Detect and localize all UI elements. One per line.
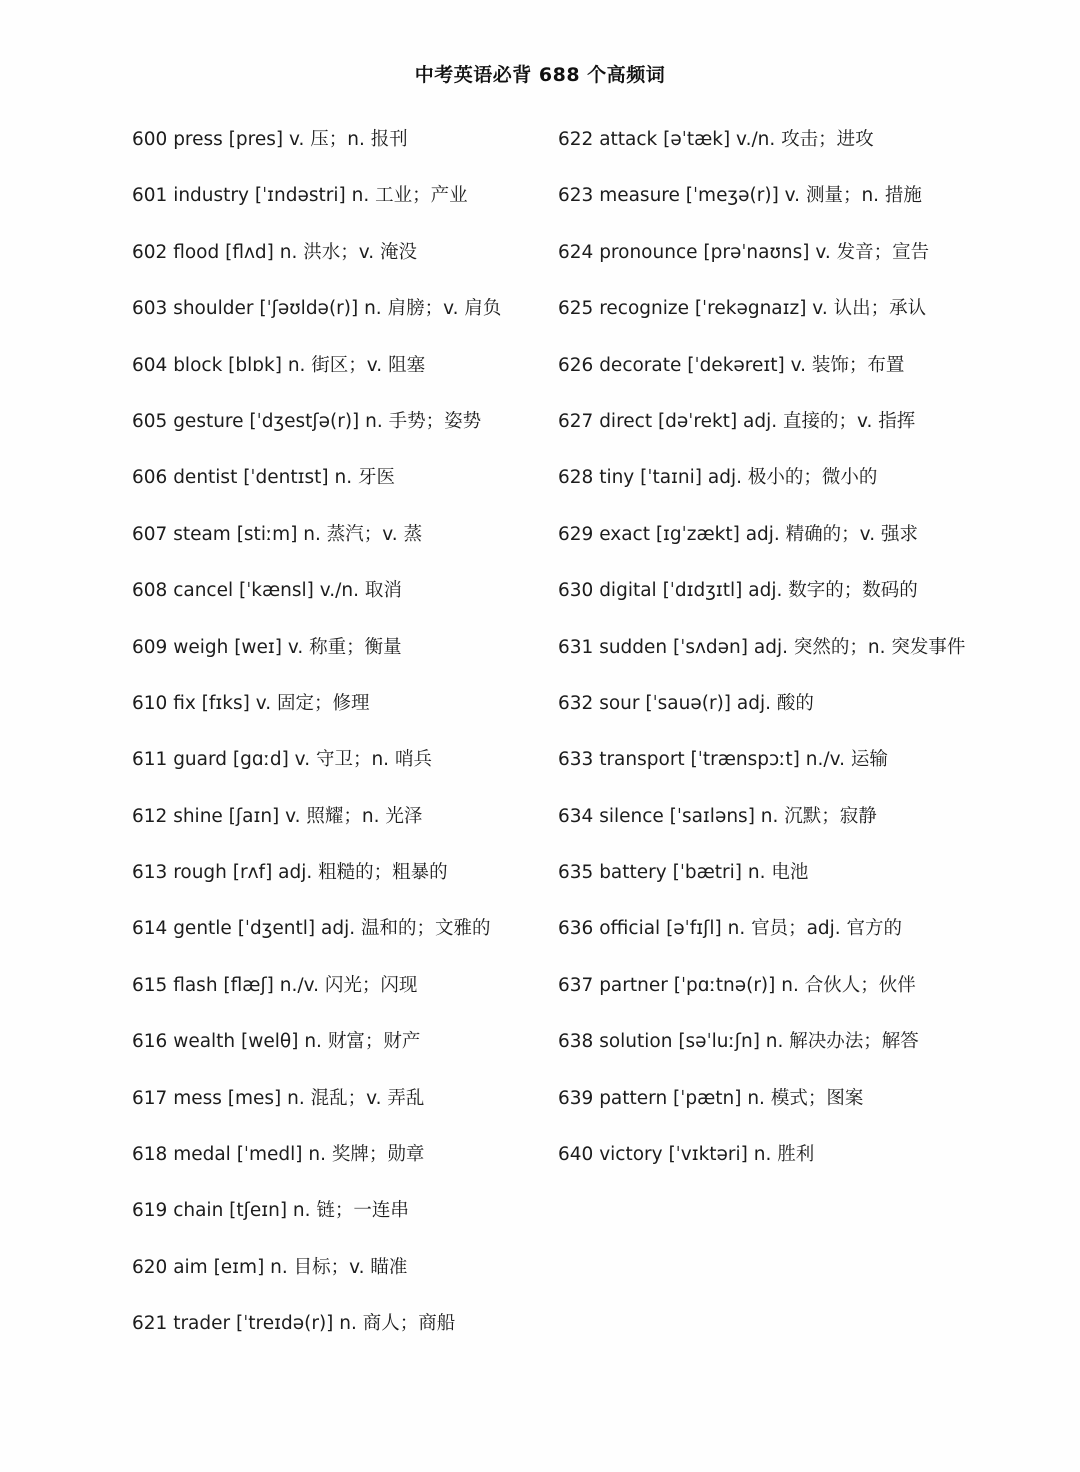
word-entry: 620 aim [eɪm] n. 目标；v. 瞄准 <box>132 1256 408 1278</box>
word-entry: 615 flash [flæʃ] n./v. 闪光；闪现 <box>132 974 418 996</box>
word-entry: 610 fix [fɪks] v. 固定；修理 <box>132 692 370 714</box>
word-entry: 627 direct [dəˈrekt] adj. 直接的；v. 指挥 <box>558 410 916 432</box>
word-entry: 633 transport [ˈtrænspɔːt] n./v. 运输 <box>558 749 888 771</box>
word-entry: 640 victory [ˈvɪktəri] n. 胜利 <box>558 1144 815 1166</box>
word-entry: 602 flood [flʌd] n. 洪水；v. 淹没 <box>132 241 418 263</box>
word-list-right <box>558 123 1028 1194</box>
word-entry: 603 shoulder [ˈʃəʊldə(r)] n. 肩膀；v. 肩负 <box>132 298 502 320</box>
word-entry: 617 mess [mes] n. 混乱；v. 弄乱 <box>132 1087 425 1109</box>
word-entry: 619 chain [tʃeɪn] n. 链；一连串 <box>132 1200 409 1222</box>
word-entry: 604 block [blɒk] n. 街区；v. 阻塞 <box>132 354 426 376</box>
word-entry: 608 cancel [ˈkænsl] v./n. 取消 <box>132 580 402 602</box>
word-entry: 636 official [əˈfɪʃl] n. 官员；adj. 官方的 <box>558 918 903 940</box>
word-entry: 618 medal [ˈmedl] n. 奖牌；勋章 <box>132 1144 425 1166</box>
word-entry: 600 press [pres] v. 压；n. 报刊 <box>132 129 408 150</box>
word-entry: 616 wealth [welθ] n. 财富；财产 <box>132 1031 421 1053</box>
word-entry: 611 guard [gɑːd] v. 守卫；n. 哨兵 <box>132 749 432 771</box>
word-entry: 601 industry [ˈɪndəstri] n. 工业；产业 <box>132 185 468 207</box>
word-entry: 622 attack [əˈtæk] v./n. 攻击；进攻 <box>558 129 874 150</box>
word-list-left <box>132 123 552 1364</box>
word-entry: 612 shine [ʃaɪn] v. 照耀；n. 光泽 <box>132 805 423 827</box>
word-entry: 628 tiny [ˈtaɪni] adj. 极小的；微小的 <box>558 467 878 489</box>
word-entry: 607 steam [stiːm] n. 蒸汽；v. 蒸 <box>132 523 423 545</box>
word-entry: 639 pattern [ˈpætn] n. 模式；图案 <box>558 1087 864 1109</box>
word-entry: 626 decorate [ˈdekəreɪt] v. 装饰；布置 <box>558 354 905 376</box>
word-entry: 632 sour [ˈsauə(r)] adj. 酸的 <box>558 692 814 714</box>
word-entry: 631 sudden [ˈsʌdən] adj. 突然的；n. 突发事件 <box>558 636 966 658</box>
word-entry: 635 battery [ˈbætri] n. 电池 <box>558 862 809 884</box>
word-entry: 609 weigh [weɪ] v. 称重；衡量 <box>132 636 402 658</box>
word-entry: 613 rough [rʌf] adj. 粗糙的；粗暴的 <box>132 862 448 884</box>
word-entry: 638 solution [səˈluːʃn] n. 解决办法；解答 <box>558 1031 919 1053</box>
word-entry: 624 pronounce [prəˈnaʊns] v. 发音；宣告 <box>558 241 930 263</box>
word-entry: 605 gesture [ˈdʒestʃə(r)] n. 手势；姿势 <box>132 410 482 432</box>
word-entry: 637 partner [ˈpɑːtnə(r)] n. 合伙人；伙伴 <box>558 974 916 996</box>
word-entry: 606 dentist [ˈdentɪst] n. 牙医 <box>132 467 395 489</box>
page-title: 中考英语必背 688 个高频词 <box>414 64 666 86</box>
word-entry: 630 digital [ˈdɪdʒɪtl] adj. 数字的；数码的 <box>558 580 918 602</box>
word-entry: 621 trader [ˈtreɪdə(r)] n. 商人；商船 <box>132 1313 456 1335</box>
word-entry: 614 gentle [ˈdʒentl] adj. 温和的；文雅的 <box>132 918 491 940</box>
word-entry: 629 exact [ɪgˈzækt] adj. 精确的；v. 强求 <box>558 523 918 545</box>
word-entry: 625 recognize [ˈrekəgnaɪz] v. 认出；承认 <box>558 298 927 320</box>
word-entry: 634 silence [ˈsaɪləns] n. 沉默；寂静 <box>558 805 877 827</box>
word-entry: 623 measure [ˈmeʒə(r)] v. 测量；n. 措施 <box>558 185 922 207</box>
